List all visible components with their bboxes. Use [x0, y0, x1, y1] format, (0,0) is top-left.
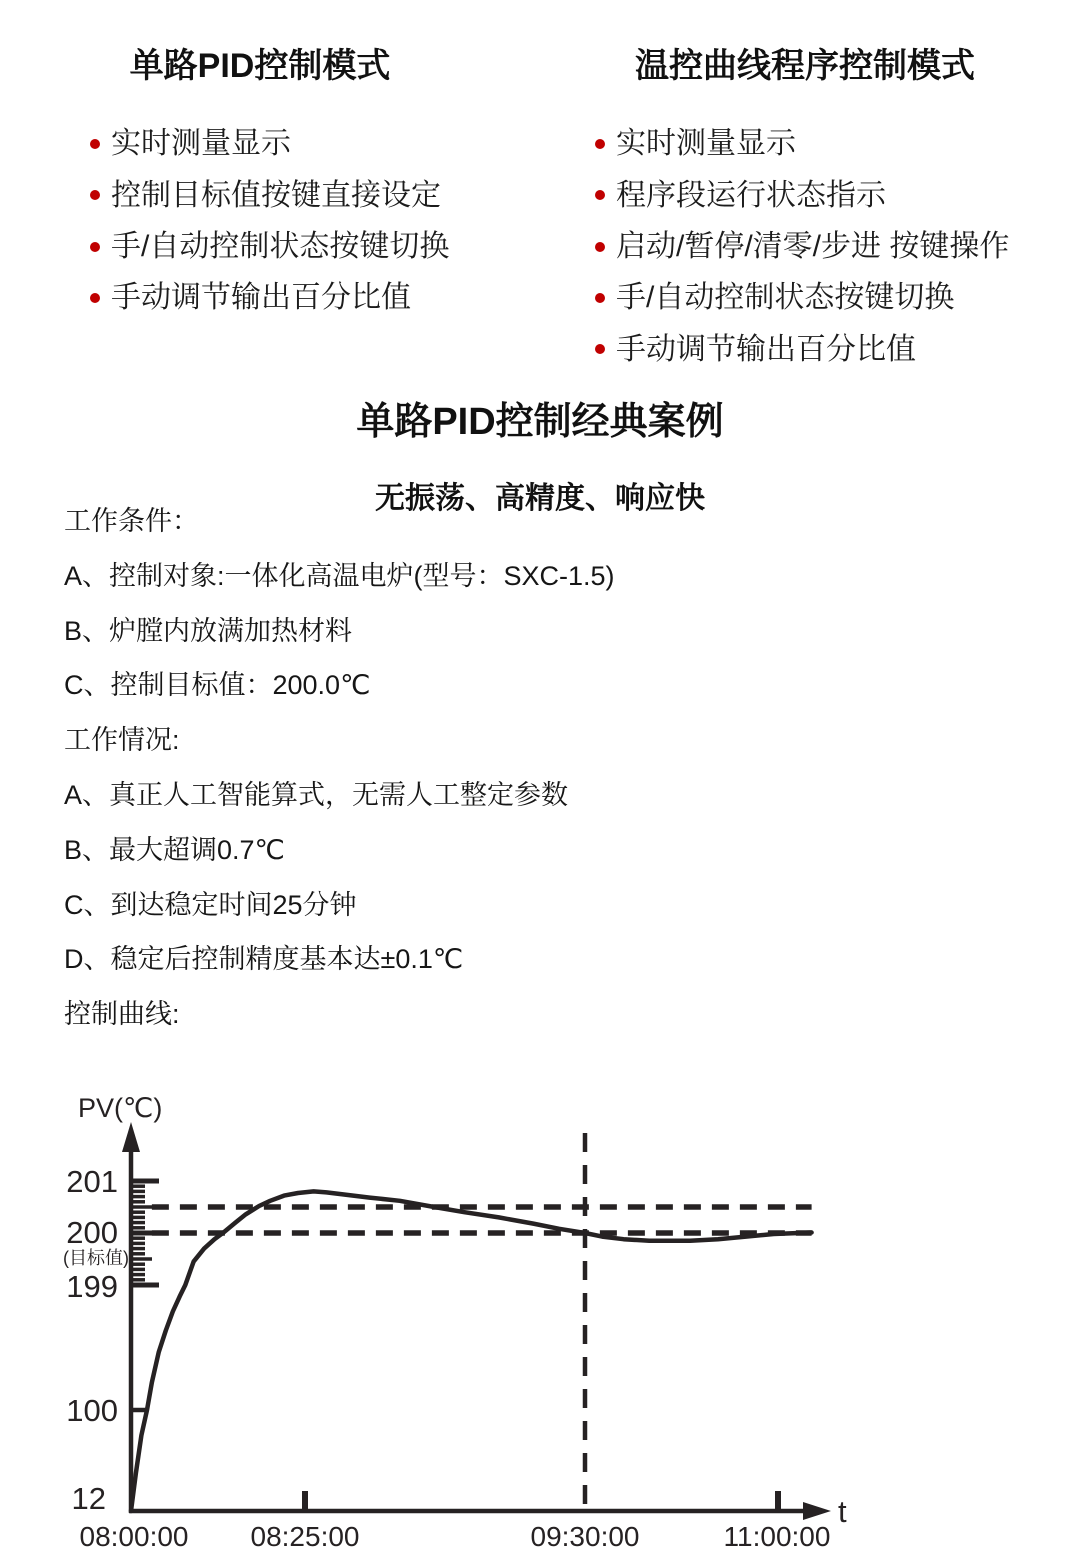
panel-title-single-pid: 单路PID控制模式	[129, 47, 391, 86]
body-line: 工作情况:	[64, 725, 180, 756]
feature-item: 手动调节输出百分比值	[595, 324, 1070, 375]
feature-item: 手动调节输出百分比值	[90, 272, 500, 323]
program-curve-feature-list	[595, 118, 1070, 374]
case-study-title: 单路PID控制经典案例	[356, 401, 724, 444]
ytick-100: 100	[66, 1393, 118, 1428]
body-line: C、到达稳定时间25分钟	[64, 889, 357, 920]
body-line: B、炉膛内放满加热材料	[64, 615, 353, 646]
xtick-1100: 11:00:00	[723, 1521, 831, 1552]
xtick-0825: 08:25:00	[250, 1521, 360, 1552]
body-line: B、最大超调0.7℃	[64, 834, 285, 865]
feature-item: 程序段运行状态指示	[595, 170, 1070, 221]
ytick-200: 200	[66, 1215, 118, 1250]
body-line: D、稳定后控制精度基本达±0.1℃	[64, 944, 464, 975]
panel-title-program-curve: 温控曲线程序控制模式	[635, 47, 975, 86]
case-study-subtitle: 无振荡、高精度、响应快	[375, 482, 705, 515]
x-axis-arrow-icon	[803, 1502, 831, 1520]
case-study-body	[64, 494, 1044, 1042]
pv-curve	[131, 1191, 812, 1511]
panel-single-pid-mode	[20, 14, 500, 324]
feature-item: 手/自动控制状态按键切换	[90, 221, 500, 272]
body-line: C、控制目标值：200.0℃	[64, 670, 371, 701]
ytick-201: 201	[66, 1164, 118, 1199]
body-line: A、控制对象:一体化高温电炉(型号：SXC-1.5)	[64, 560, 615, 591]
feature-item: 启动/暂停/清零/步进 按键操作	[595, 221, 1070, 272]
ytick-12: 12	[71, 1481, 106, 1516]
control-curve-chart	[0, 1060, 1080, 1562]
single-pid-feature-list	[90, 118, 500, 323]
feature-item: 实时测量显示	[595, 118, 1070, 169]
y-axis-arrow-icon	[122, 1122, 140, 1152]
feature-item: 实时测量显示	[90, 118, 500, 169]
xtick-0930: 09:30:00	[530, 1521, 640, 1552]
ytick-target-note: (目标值)	[63, 1248, 129, 1268]
feature-item: 控制目标值按键直接设定	[90, 170, 500, 221]
body-line: 控制曲线:	[64, 999, 180, 1030]
feature-item: 手/自动控制状态按键切换	[595, 272, 1070, 323]
y-axis-label: PV(℃)	[78, 1093, 163, 1123]
dashed-reference-lines	[152, 1133, 812, 1511]
panel-program-curve-mode	[540, 14, 1070, 375]
axis-tick-marks	[133, 1410, 778, 1511]
x-axis-label: t	[838, 1494, 847, 1529]
body-line: 工作条件：	[64, 506, 199, 536]
xtick-0800: 08:00:00	[79, 1521, 189, 1552]
ytick-199: 199	[66, 1269, 118, 1304]
body-line: A、真正人工智能算式，无需人工整定参数	[64, 779, 569, 810]
